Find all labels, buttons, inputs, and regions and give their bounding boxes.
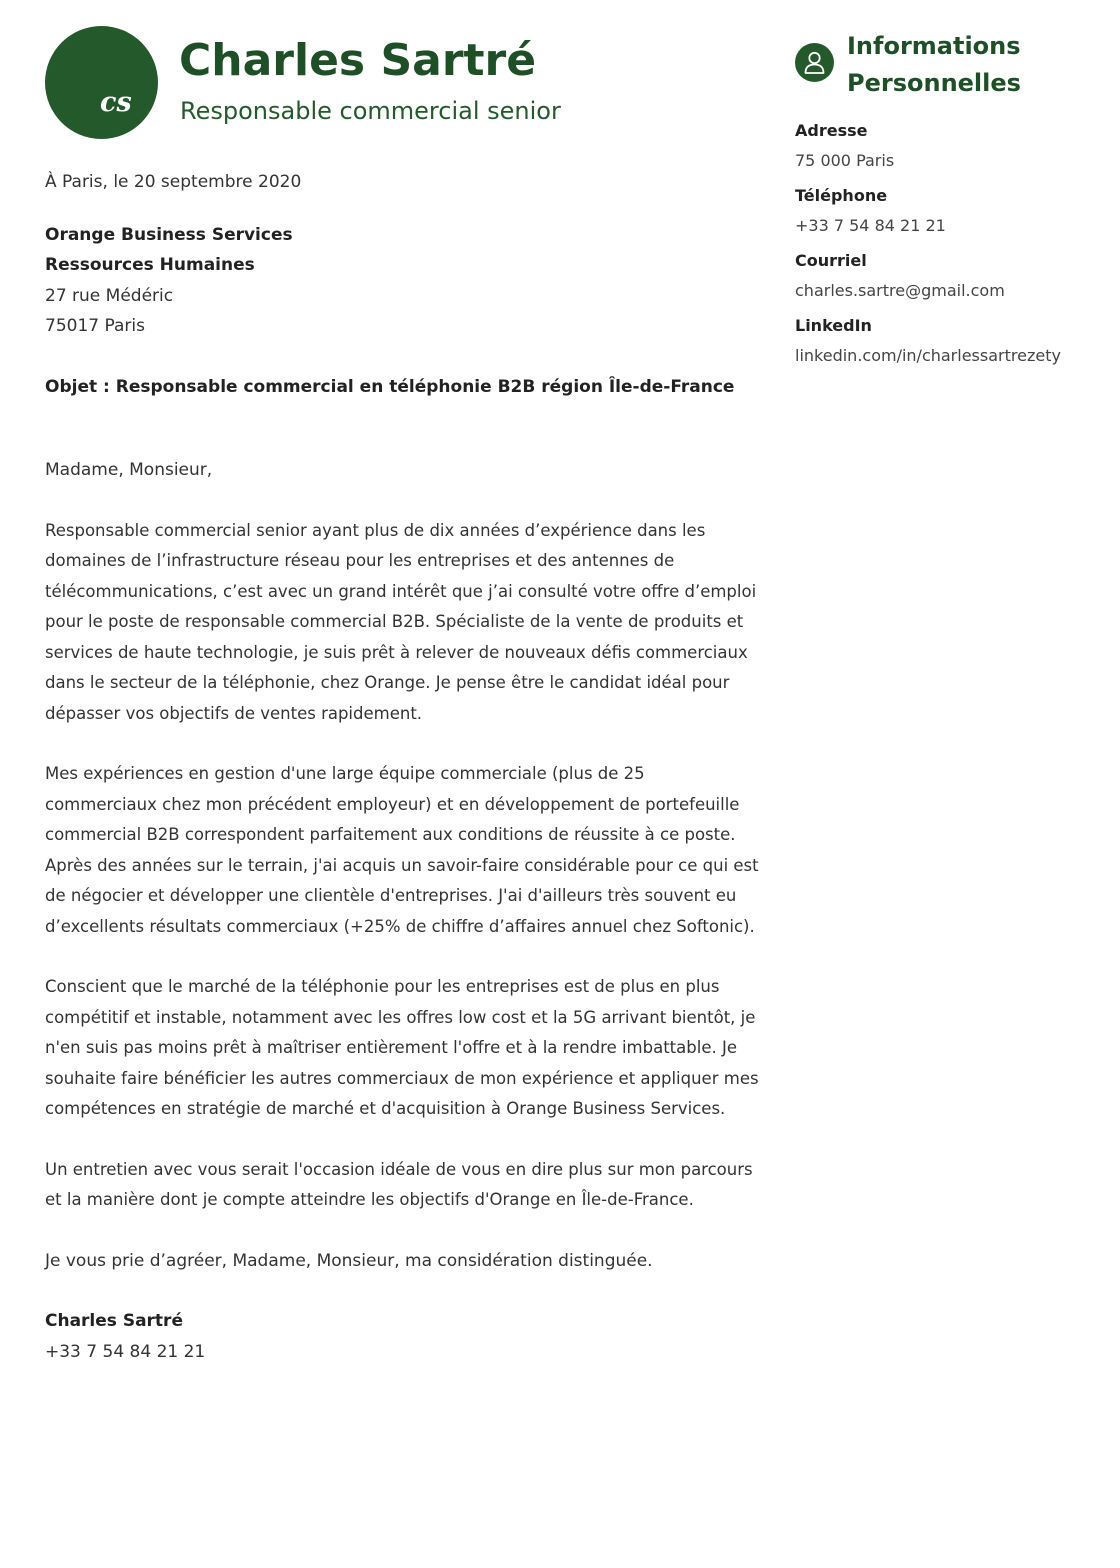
- letter-paragraph: Un entretien avec vous serait l'occasion idéale de vous en dire plus sur mon parcours et la manière dont je compte atteindre les objectifs d'Orange en Île-de-France.: [45, 1159, 753, 1209]
- signature-phone: +33 7 54 84 21 21: [45, 1341, 206, 1362]
- monogram-initials: cs: [100, 87, 132, 118]
- monogram-avatar: [45, 26, 158, 139]
- candidate-name: Charles Sartré: [179, 35, 537, 86]
- letter-paragraph: Conscient que le marché de la téléphonie pour les entreprises est de plus en plus compétitif et instable, notamment avec les offres low cost et la 5G arrivant bientôt, je n'en suis pas moins prêt à maîtriser entièrement l'offre et à la rendre imbattable. Je souhaite faire bénéficier les autres commerciaux de mon expérience et appliquer mes compétences en stratégie de marché et d'acquisition à Orange Business Services.: [45, 977, 759, 1118]
- letter-salutation: Madame, Monsieur,: [45, 460, 213, 480]
- recipient-street: 27 rue Médéric: [45, 285, 174, 306]
- recipient-company: Orange Business Services: [45, 224, 293, 245]
- signature-name: Charles Sartré: [45, 1311, 183, 1331]
- info-value-linkedin[interactable]: linkedin.com/in/charlessartrezety: [795, 346, 1061, 365]
- info-label-address: Adresse: [795, 121, 868, 140]
- info-label-phone: Téléphone: [795, 186, 888, 205]
- sidebar-header: [795, 26, 1095, 106]
- info-label-email: Courriel: [795, 251, 867, 270]
- recipient-department: Ressources Humaines: [45, 255, 255, 275]
- letter-paragraph: Mes expériences en gestion d'une large équipe commerciale (plus de 25 commerciaux chez mon précédent employeur) et en développement de portefeuille commercial B2B correspondent parfaitement aux conditions de réussite à ce poste. Après des années sur le terrain, j'ai acquis un savoir-faire considérable pour ce qui est de négocier et développer une clientèle d'entreprises. J'ai d'ailleurs très souvent eu d’excellents résultats commerciaux (+25% de chiffre d’affaires annuel chez Softonic).: [45, 764, 759, 936]
- recipient-city: 75017 Paris: [45, 316, 145, 336]
- user-icon: [795, 43, 834, 82]
- personal-info-sidebar: [795, 26, 1095, 370]
- letter-closing: Je vous prie d’agréer, Madame, Monsieur, ma considération distinguée.: [45, 1250, 653, 1271]
- recipient-block: [45, 220, 760, 342]
- info-label-linkedin: LinkedIn: [795, 316, 872, 335]
- letter-subject: Objet : Responsable commercial en téléphonie B2B région Île-de-France: [45, 376, 735, 397]
- info-value-address: 75 000 Paris: [795, 151, 895, 170]
- letter-paragraph: Responsable commercial senior ayant plus de dix années d’expérience dans les domaines de l’infrastructure réseau pour les entreprises et des antennes de télécommunications, c’est avec un grand intérêt que j’ai consulté votre offre d’emploi pour le poste de responsable commercial B2B. Spécialiste de la vente de produits et services de haute technologie, je suis prêt à relever de nouveaux défis commerciaux dans le secteur de la téléphonie, chez Orange. Je pense être le candidat idéal pour dépasser vos objectifs de ventes rapidement.: [45, 520, 757, 723]
- info-list: [795, 116, 1095, 370]
- info-value-email[interactable]: charles.sartre@gmail.com: [795, 281, 1005, 300]
- sidebar-title: Informations Personnelles: [847, 32, 1021, 97]
- cover-letter-body: [45, 167, 760, 1367]
- info-value-phone: +33 7 54 84 21 21: [795, 216, 946, 235]
- candidate-job-title: Responsable commercial senior: [180, 97, 561, 125]
- letter-date-place: À Paris, le 20 septembre 2020: [45, 172, 302, 192]
